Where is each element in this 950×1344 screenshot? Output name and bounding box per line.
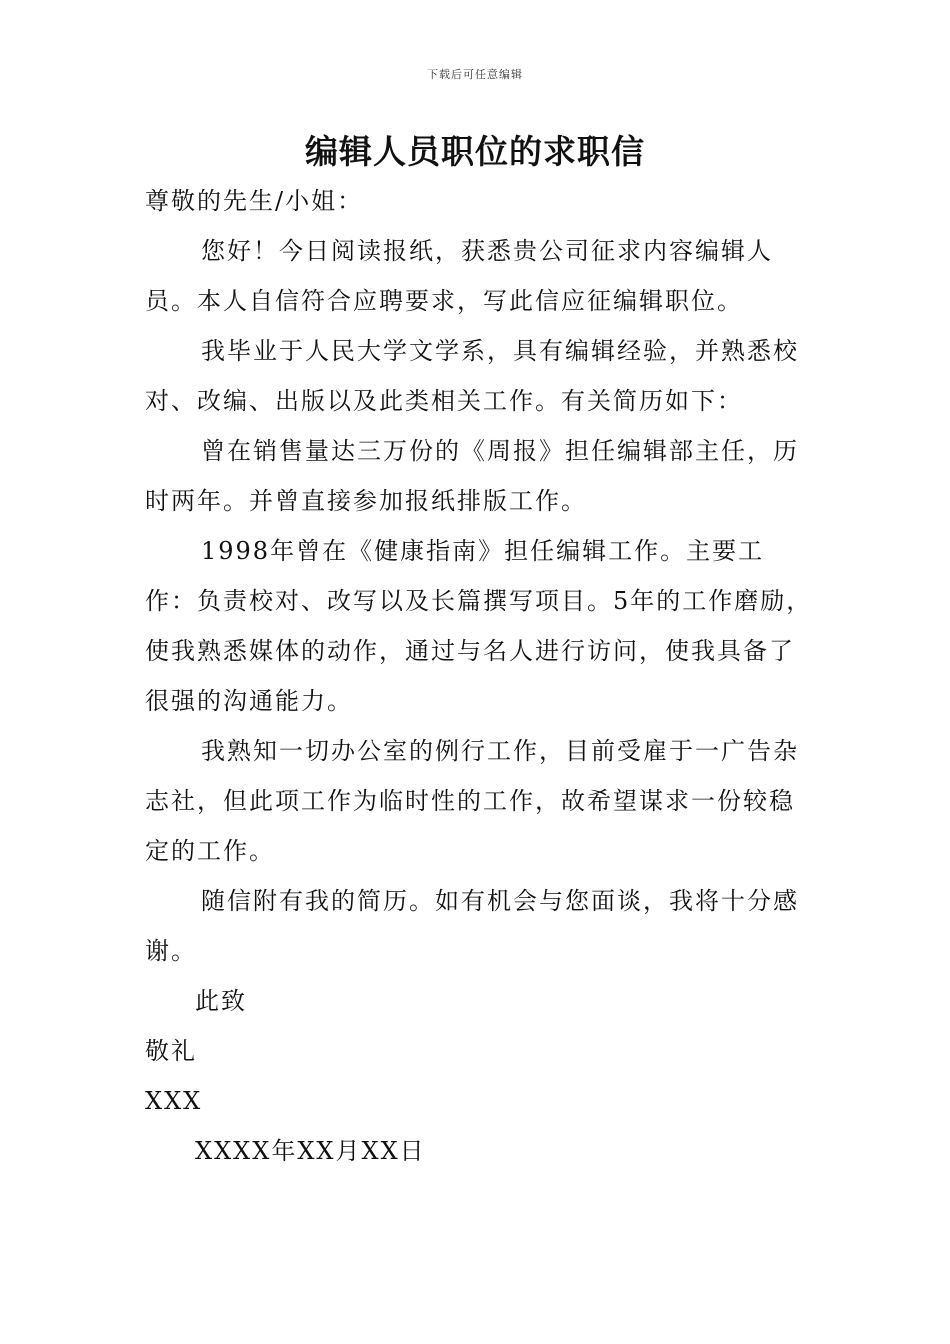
document-title: 编辑人员职位的求职信 [305, 132, 645, 171]
closing: 此致 [195, 987, 247, 1015]
regards: 敬礼 [145, 1037, 197, 1065]
salutation: 尊敬的先生/小姐： [145, 187, 364, 215]
header-note: 下载后可任意编辑 [427, 68, 523, 81]
letter-body [145, 176, 813, 1176]
paragraph-health-guide-experience: 1998年曾在《健康指南》担任编辑工作。主要工作：负责校对、改写以及长篇撰写项目。5年的工作磨励，使我熟悉媒体的动作，通过与名人进行访问，使我具备了很强的沟通能力。 [145, 537, 813, 715]
paragraph-resume-attached: 随信附有我的简历。如有机会与您面谈，我将十分感谢。 [145, 887, 799, 965]
paragraph-greeting: 您好！今日阅读报纸，获悉贵公司征求内容编辑人员。本人自信符合应聘要求，写此信应征编辑职位。 [145, 237, 773, 315]
signature: XXX [145, 1087, 203, 1115]
paragraph-education: 我毕业于人民大学文学系，具有编辑经验，并熟悉校对、改编、出版以及此类相关工作。有关简历如下： [145, 337, 799, 415]
paragraph-current-job: 我熟知一切办公室的例行工作，目前受雇于一广告杂志社，但此项工作为临时性的工作，故希望谋求一份较稳定的工作。 [145, 737, 799, 865]
paragraph-weekly-experience: 曾在销售量达三万份的《周报》担任编辑部主任，历时两年。并曾直接参加报纸排版工作。 [145, 437, 799, 515]
date: XXXX年XX月XX日 [195, 1137, 426, 1165]
